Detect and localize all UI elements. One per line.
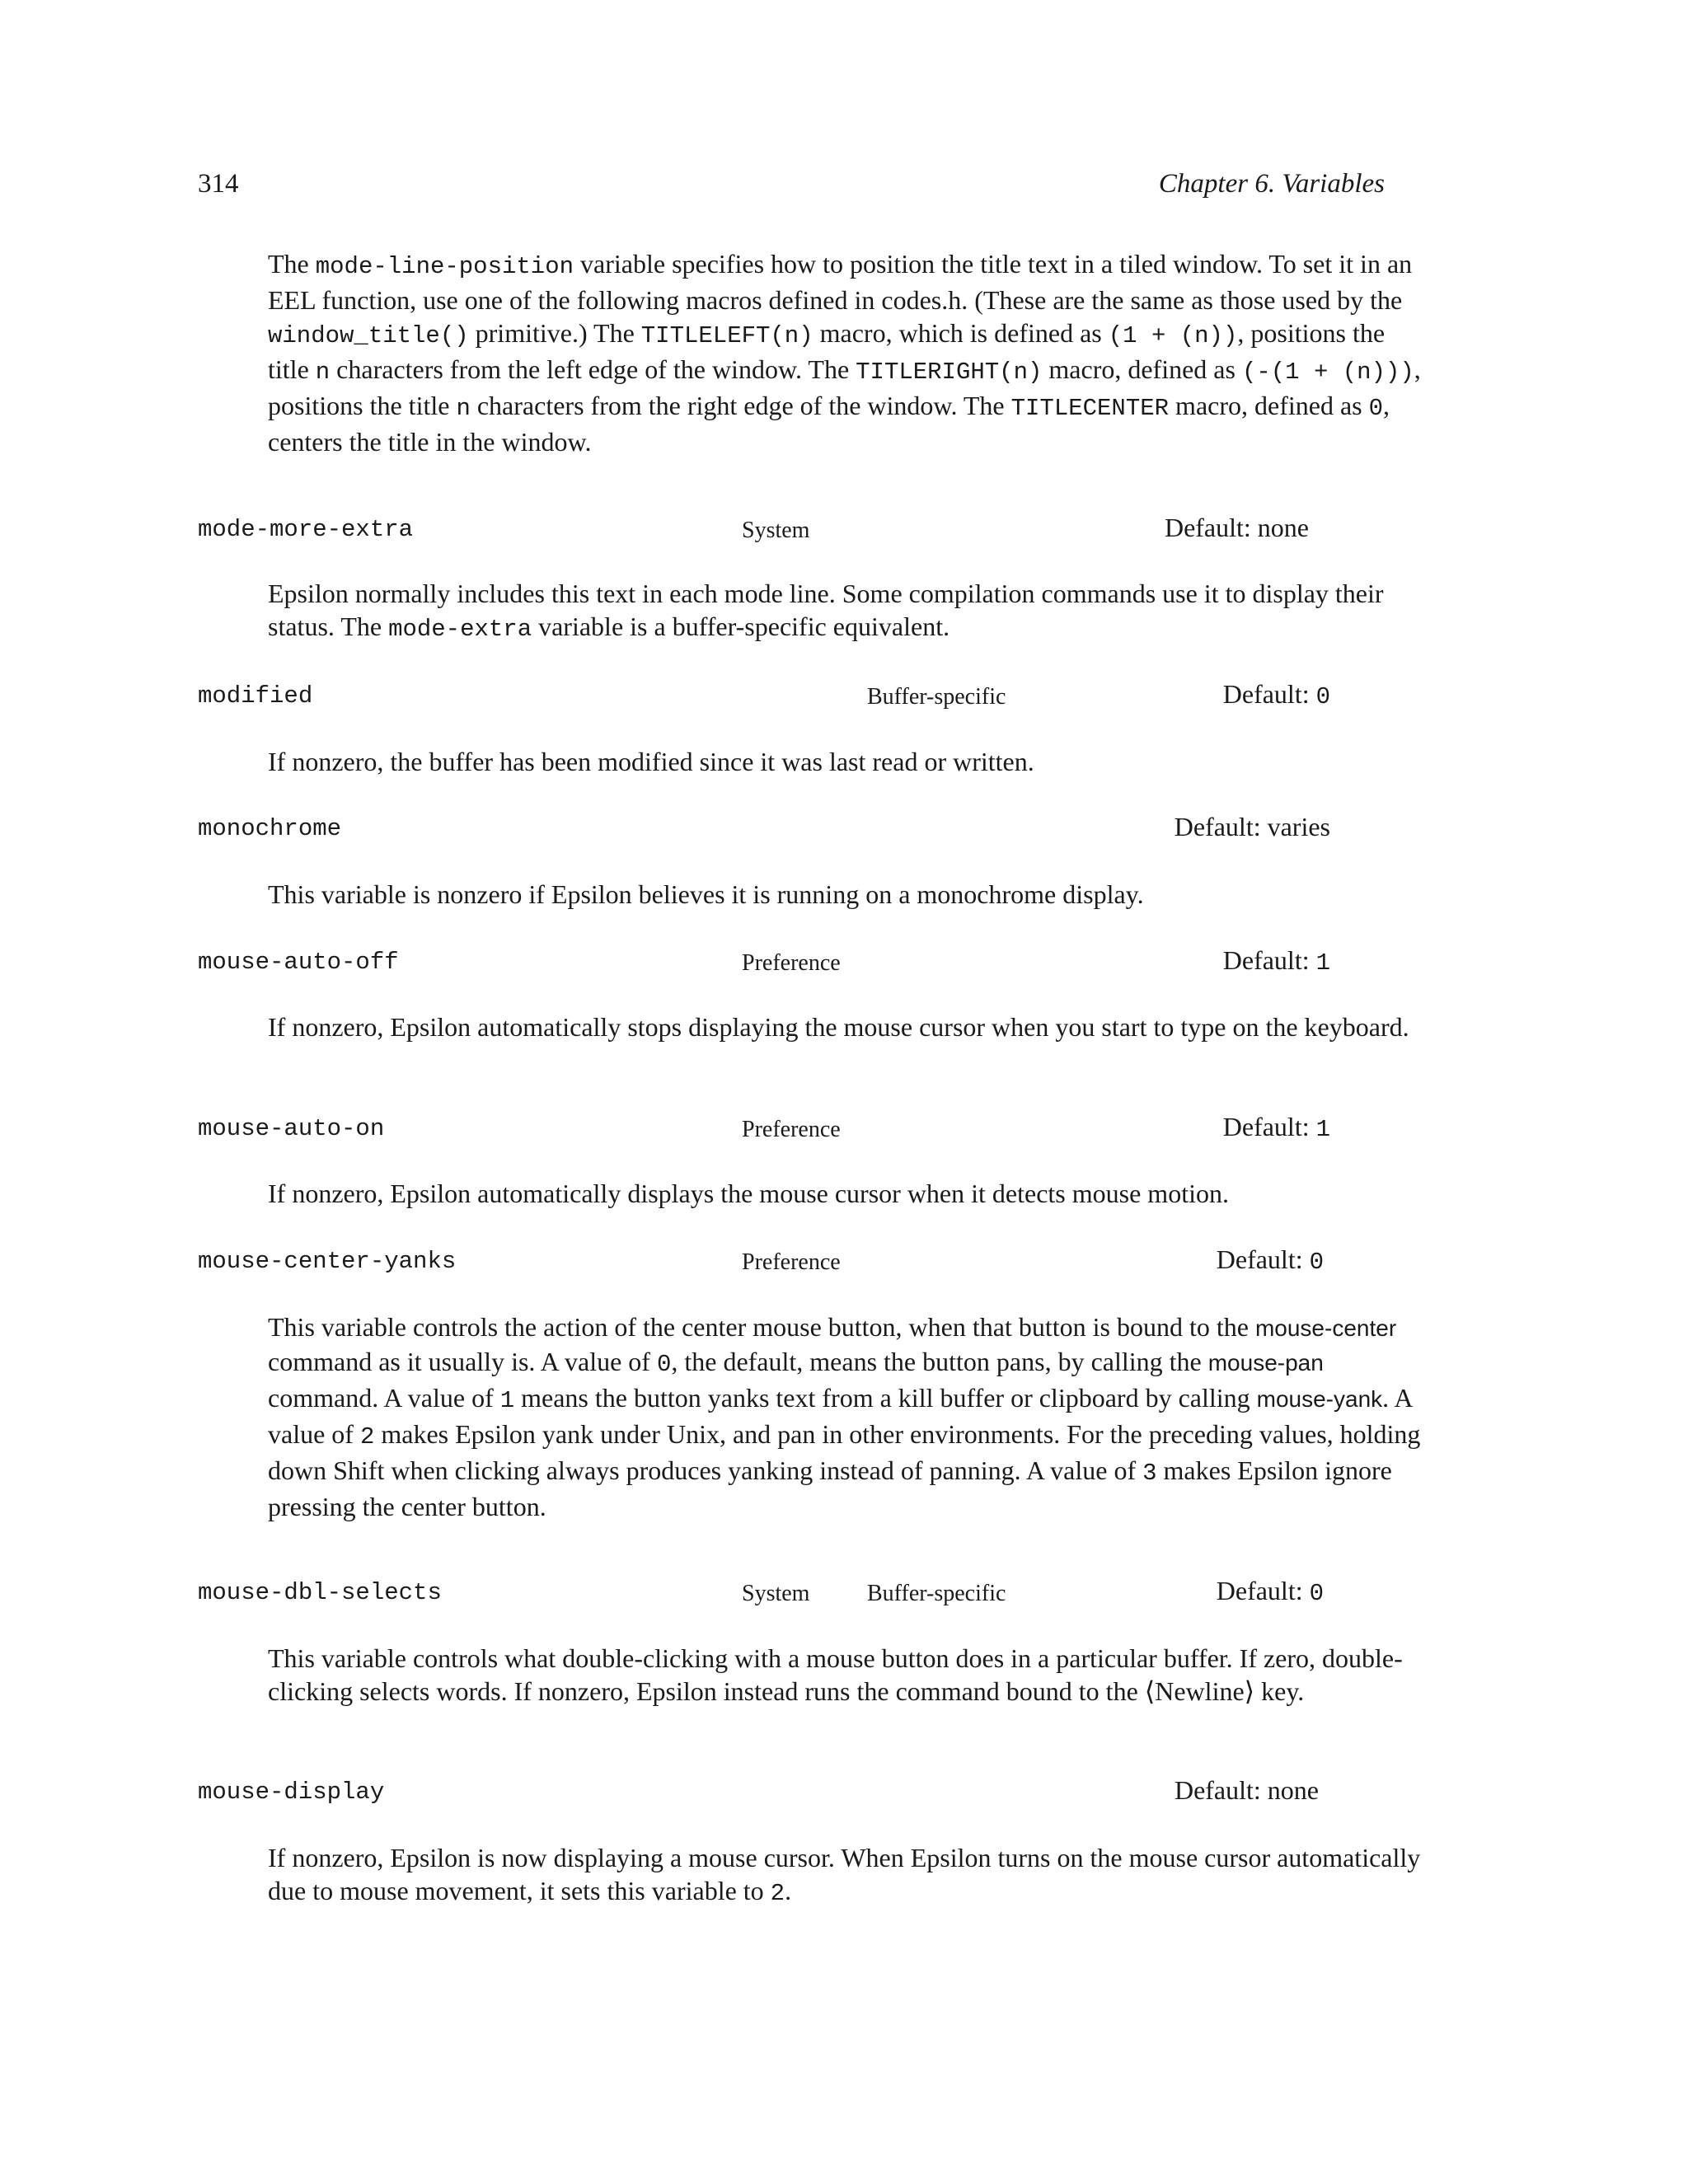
variable-description: If nonzero, Epsilon is now displaying a mouse cursor. When Epsilon turns on the mouse cursor automatically due to mouse movement, it sets this variable to 2. xyxy=(268,1843,1421,1907)
variable-entry-modified xyxy=(198,679,1385,712)
variable-default: Default: 0 xyxy=(1216,1244,1324,1276)
variable-default: Default: 0 xyxy=(1216,1576,1324,1607)
variable-description: If nonzero, Epsilon automatically displays the mouse cursor when it detects mouse motion. xyxy=(268,1179,1229,1208)
variable-description: This variable controls what double-clicking with a mouse button does in a particular buffer. If zero, double-clicking selects words. If nonzero, Epsilon instead runs the command bound to the ⟨Newline⟩ key. xyxy=(268,1643,1403,1706)
variable-category: Preference xyxy=(742,1117,841,1142)
variable-name: monochrome xyxy=(198,815,342,842)
variable-entry-mouse-auto-on xyxy=(198,1112,1385,1145)
variable-default: Default: varies xyxy=(1174,812,1330,841)
variable-category: System xyxy=(742,1581,810,1606)
chapter-title: Chapter 6. Variables xyxy=(1158,169,1385,199)
variable-description: This variable controls the action of the center mouse button, when that button is bound to the mouse-center command as it usually is. A value of 0, the default, means the button pans, by calling the mouse-pan command. A value of 1 means the button yanks text from a kill buffer or clipboard by calling mouse-yank. A value of 2 makes Epsilon yank under Unix, and pan in other environments. For the preceding values, holding down Shift when clicking always produces yanking instead of panning. A value of 3 makes Epsilon ignore pressing the center button. xyxy=(268,1312,1421,1521)
variable-name: mouse-center-yanks xyxy=(198,1248,457,1275)
variable-description: If nonzero, Epsilon automatically stops displaying the mouse cursor when you start to type on the keyboard. xyxy=(268,1012,1409,1042)
variable-entry-mouse-display xyxy=(198,1775,1385,1808)
variable-entry-mouse-auto-off xyxy=(198,945,1385,978)
variable-category: Preference xyxy=(742,950,841,976)
variable-default: Default: 1 xyxy=(1222,945,1330,977)
page-header xyxy=(198,169,1385,207)
variable-entry-mouse-center-yanks xyxy=(198,1244,1385,1277)
variable-entry-mode-more-extra xyxy=(198,513,1385,546)
variable-default: Default: 0 xyxy=(1222,679,1330,710)
variable-category: Preference xyxy=(742,1249,841,1275)
intro-paragraph: The mode-line-position variable specifies how to position the title text in a tiled window. To set it in an EEL function, use one of the following macros defined in codes.h. (These are the same as those used by the window_title() primitive.) The TITLELEFT(n) macro, which is defined as (1 + (n)), positions the title n characters from the left edge of the window. The TITLERIGHT(n) macro, defined as (-(1 + (n))), positions the title n characters from the right edge of the window. The TITLECENTER macro, defined as 0, centers the title in the window. xyxy=(268,249,1421,457)
variable-name: mouse-auto-off xyxy=(198,949,399,976)
variable-name: mouse-display xyxy=(198,1779,385,1806)
variable-description: If nonzero, the buffer has been modified since it was last read or written. xyxy=(268,747,1034,776)
variable-category: Buffer-specific xyxy=(867,684,1006,710)
page-number: 314 xyxy=(198,169,239,199)
variable-name: mode-more-extra xyxy=(198,516,414,543)
variable-category-2: Buffer-specific xyxy=(867,1581,1006,1606)
variable-entry-mouse-dbl-selects xyxy=(198,1576,1385,1609)
variable-default: Default: none xyxy=(1164,513,1309,542)
variable-category: System xyxy=(742,518,810,543)
variable-name: modified xyxy=(198,682,313,710)
variable-name: mouse-auto-on xyxy=(198,1115,385,1142)
variable-entry-monochrome xyxy=(198,812,1385,845)
variable-default: Default: 1 xyxy=(1222,1112,1330,1143)
variable-name: mouse-dbl-selects xyxy=(198,1579,442,1606)
variable-description: This variable is nonzero if Epsilon believes it is running on a monochrome display. xyxy=(268,879,1144,909)
variable-description: Epsilon normally includes this text in each mode line. Some compilation commands use it to display their status. The mode-extra variable is a buffer-specific equivalent. xyxy=(268,579,1384,643)
variable-default: Default: none xyxy=(1174,1775,1319,1805)
